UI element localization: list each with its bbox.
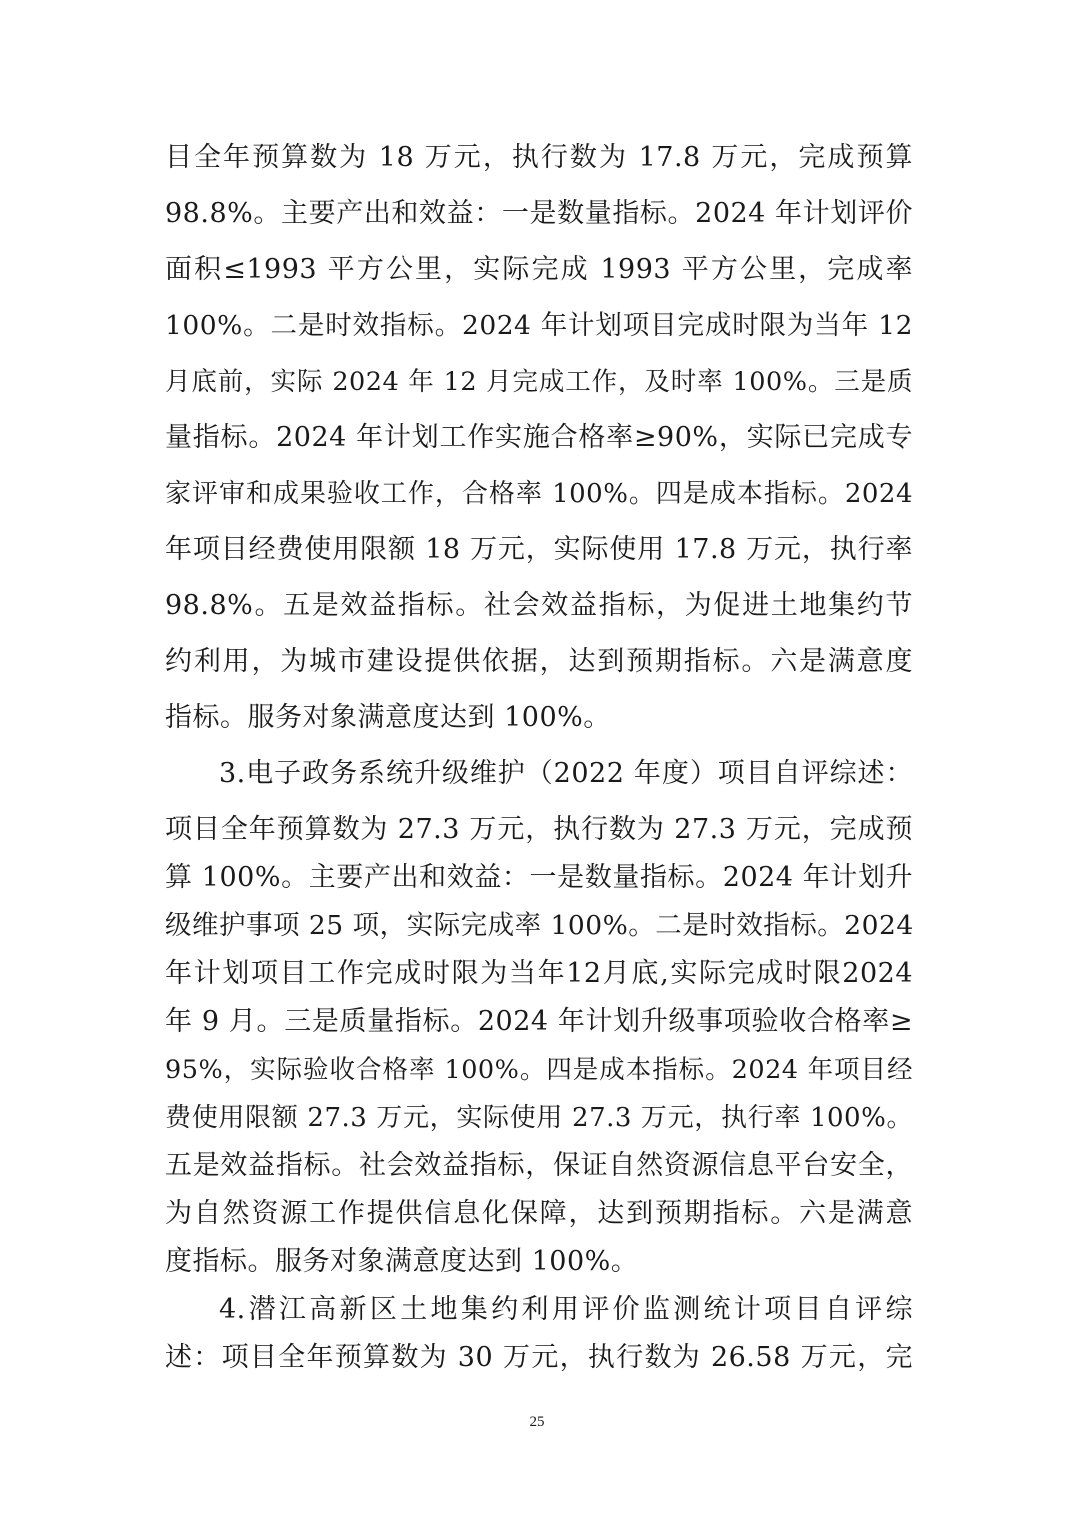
section-heading: 4.潜江高新区土地集约利用评价监测统计项目自评综 xyxy=(219,1294,913,1325)
text-line: 95%，实际验收合格率 100%。四是成本指标。2024 年项目经 xyxy=(165,1055,913,1085)
text-line: 98.8%。主要产出和效益：一是数量指标。2024 年计划评价 xyxy=(165,198,913,229)
text-line: 五是效益指标。社会效益指标，保证自然资源信息平台安全， xyxy=(165,1150,913,1181)
text-line: 指标。服务对象满意度达到 100%。 xyxy=(165,702,611,733)
text-line: 月底前，实际 2024 年 12 月完成工作，及时率 100%。三是质 xyxy=(165,367,913,397)
text-line: 年计划项目工作完成时限为当年12月底,实际完成时限2024 xyxy=(165,958,913,989)
text-line: 费使用限额 27.3 万元，实际使用 27.3 万元，执行率 100%。 xyxy=(165,1103,913,1133)
text-line: 级维护事项 25 项，实际完成率 100%。二是时效指标。2024 xyxy=(165,910,914,941)
page-number: 25 xyxy=(529,1414,545,1430)
text-line: 家评审和成果验收工作，合格率 100%。四是成本指标。2024 xyxy=(165,479,913,509)
text-line: 面积≤1993 平方公里，实际完成 1993 平方公里，完成率 xyxy=(165,254,913,285)
text-line: 述：项目全年预算数为 30 万元，执行数为 26.58 万元，完 xyxy=(165,1342,913,1373)
text-line: 98.8%。五是效益指标。社会效益指标，为促进土地集约节 xyxy=(165,590,913,621)
text-line: 100%。二是时效指标。2024 年计划项目完成时限为当年 12 xyxy=(165,310,913,341)
text-line: 项目全年预算数为 27.3 万元，执行数为 27.3 万元，完成预 xyxy=(165,814,913,845)
text-line: 年 9 月。三是质量指标。2024 年计划升级事项验收合格率≥ xyxy=(165,1006,913,1037)
text-line: 目全年预算数为 18 万元，执行数为 17.8 万元，完成预算 xyxy=(165,142,913,173)
text-line: 约利用，为城市建设提供依据，达到预期指标。六是满意度 xyxy=(165,646,913,677)
text-line: 为自然资源工作提供信息化保障，达到预期指标。六是满意 xyxy=(165,1198,913,1229)
text-line: 量指标。2024 年计划工作实施合格率≥90%，实际已完成专 xyxy=(165,422,913,453)
text-line: 算 100%。主要产出和效益：一是数量指标。2024 年计划升 xyxy=(165,862,913,893)
text-line: 度指标。服务对象满意度达到 100%。 xyxy=(165,1246,639,1277)
section-heading: 3.电子政务系统升级维护（2022 年度）项目自评综述： xyxy=(219,758,913,789)
text-line: 年项目经费使用限额 18 万元，实际使用 17.8 万元，执行率 xyxy=(165,534,913,565)
